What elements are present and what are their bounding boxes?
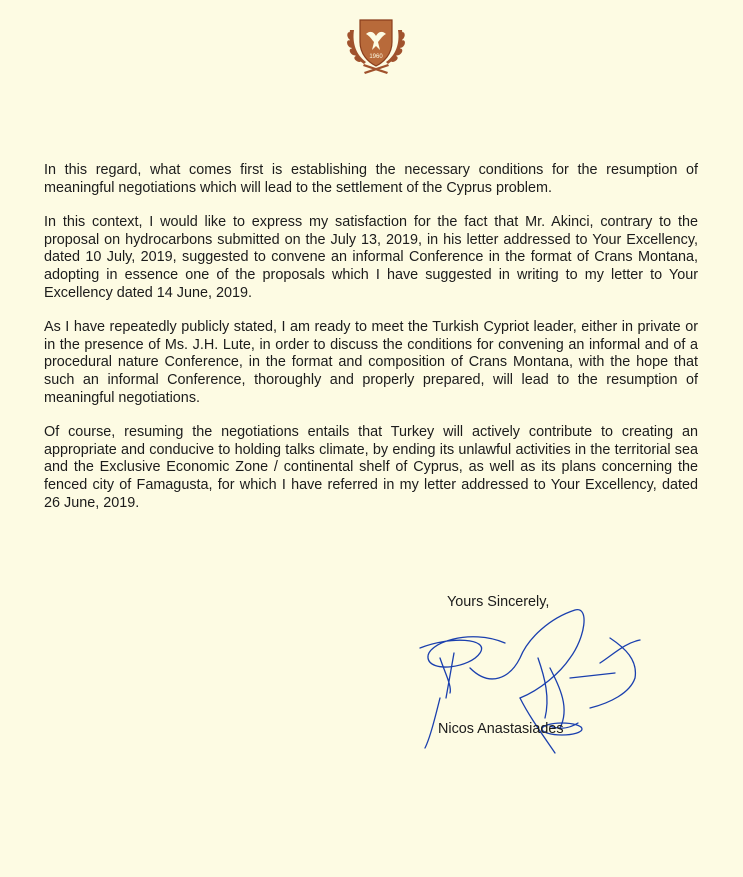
paragraph-2: In this context, I would like to express my satisfaction for the fact that Mr. Akinci, contrary to the proposal on hydrocarbons submitted on the July 13, 2019, in his letter addressed to Your Excellency, dated 10 July, 2019, suggested to convene an informal Conference in the format of Crans Montana, adopting in essence one of the proposals which I have suggested in writing to my letter to Your Excellency dated 14 June, 2019. [44,214,698,301]
paragraph-3: As I have repeatedly publicly stated, I am ready to meet the Turkish Cypriot leader, either in private or in the presence of Ms. J.H. Lute, in order to discuss the conditions for convening an informal and of a procedural nature Conference, in the format and composition of Crans Montana, with the hope that such an informal Conference, thoroughly and properly prepared, will lead to the resumption of meaningful negotiations. [44,319,698,406]
closing-line: Yours Sincerely, [447,594,550,610]
paragraph-4: Of course, resuming the negotiations entails that Turkey will actively contribute to creating an appropriate and conducive to holding talks climate, by ending its unlawful activities in the territorial sea and the Exclusive Economic Zone / continental shelf of Cyprus, as well as its plans concerning the fenced city of Famagusta, for which I have referred in my letter addressed to Your Excellency, dated 26 June, 2019. [44,424,698,511]
coat-of-arms-icon [342,12,410,80]
letter-body [44,162,698,529]
paragraph-1: In this regard, what comes first is establishing the necessary conditions for the resumption of meaningful negotiations which will lead to the settlement of the Cyprus problem. [44,162,698,196]
svg-text:1960: 1960 [369,54,383,60]
signer-name: Nicos Anastasiades [438,721,564,737]
